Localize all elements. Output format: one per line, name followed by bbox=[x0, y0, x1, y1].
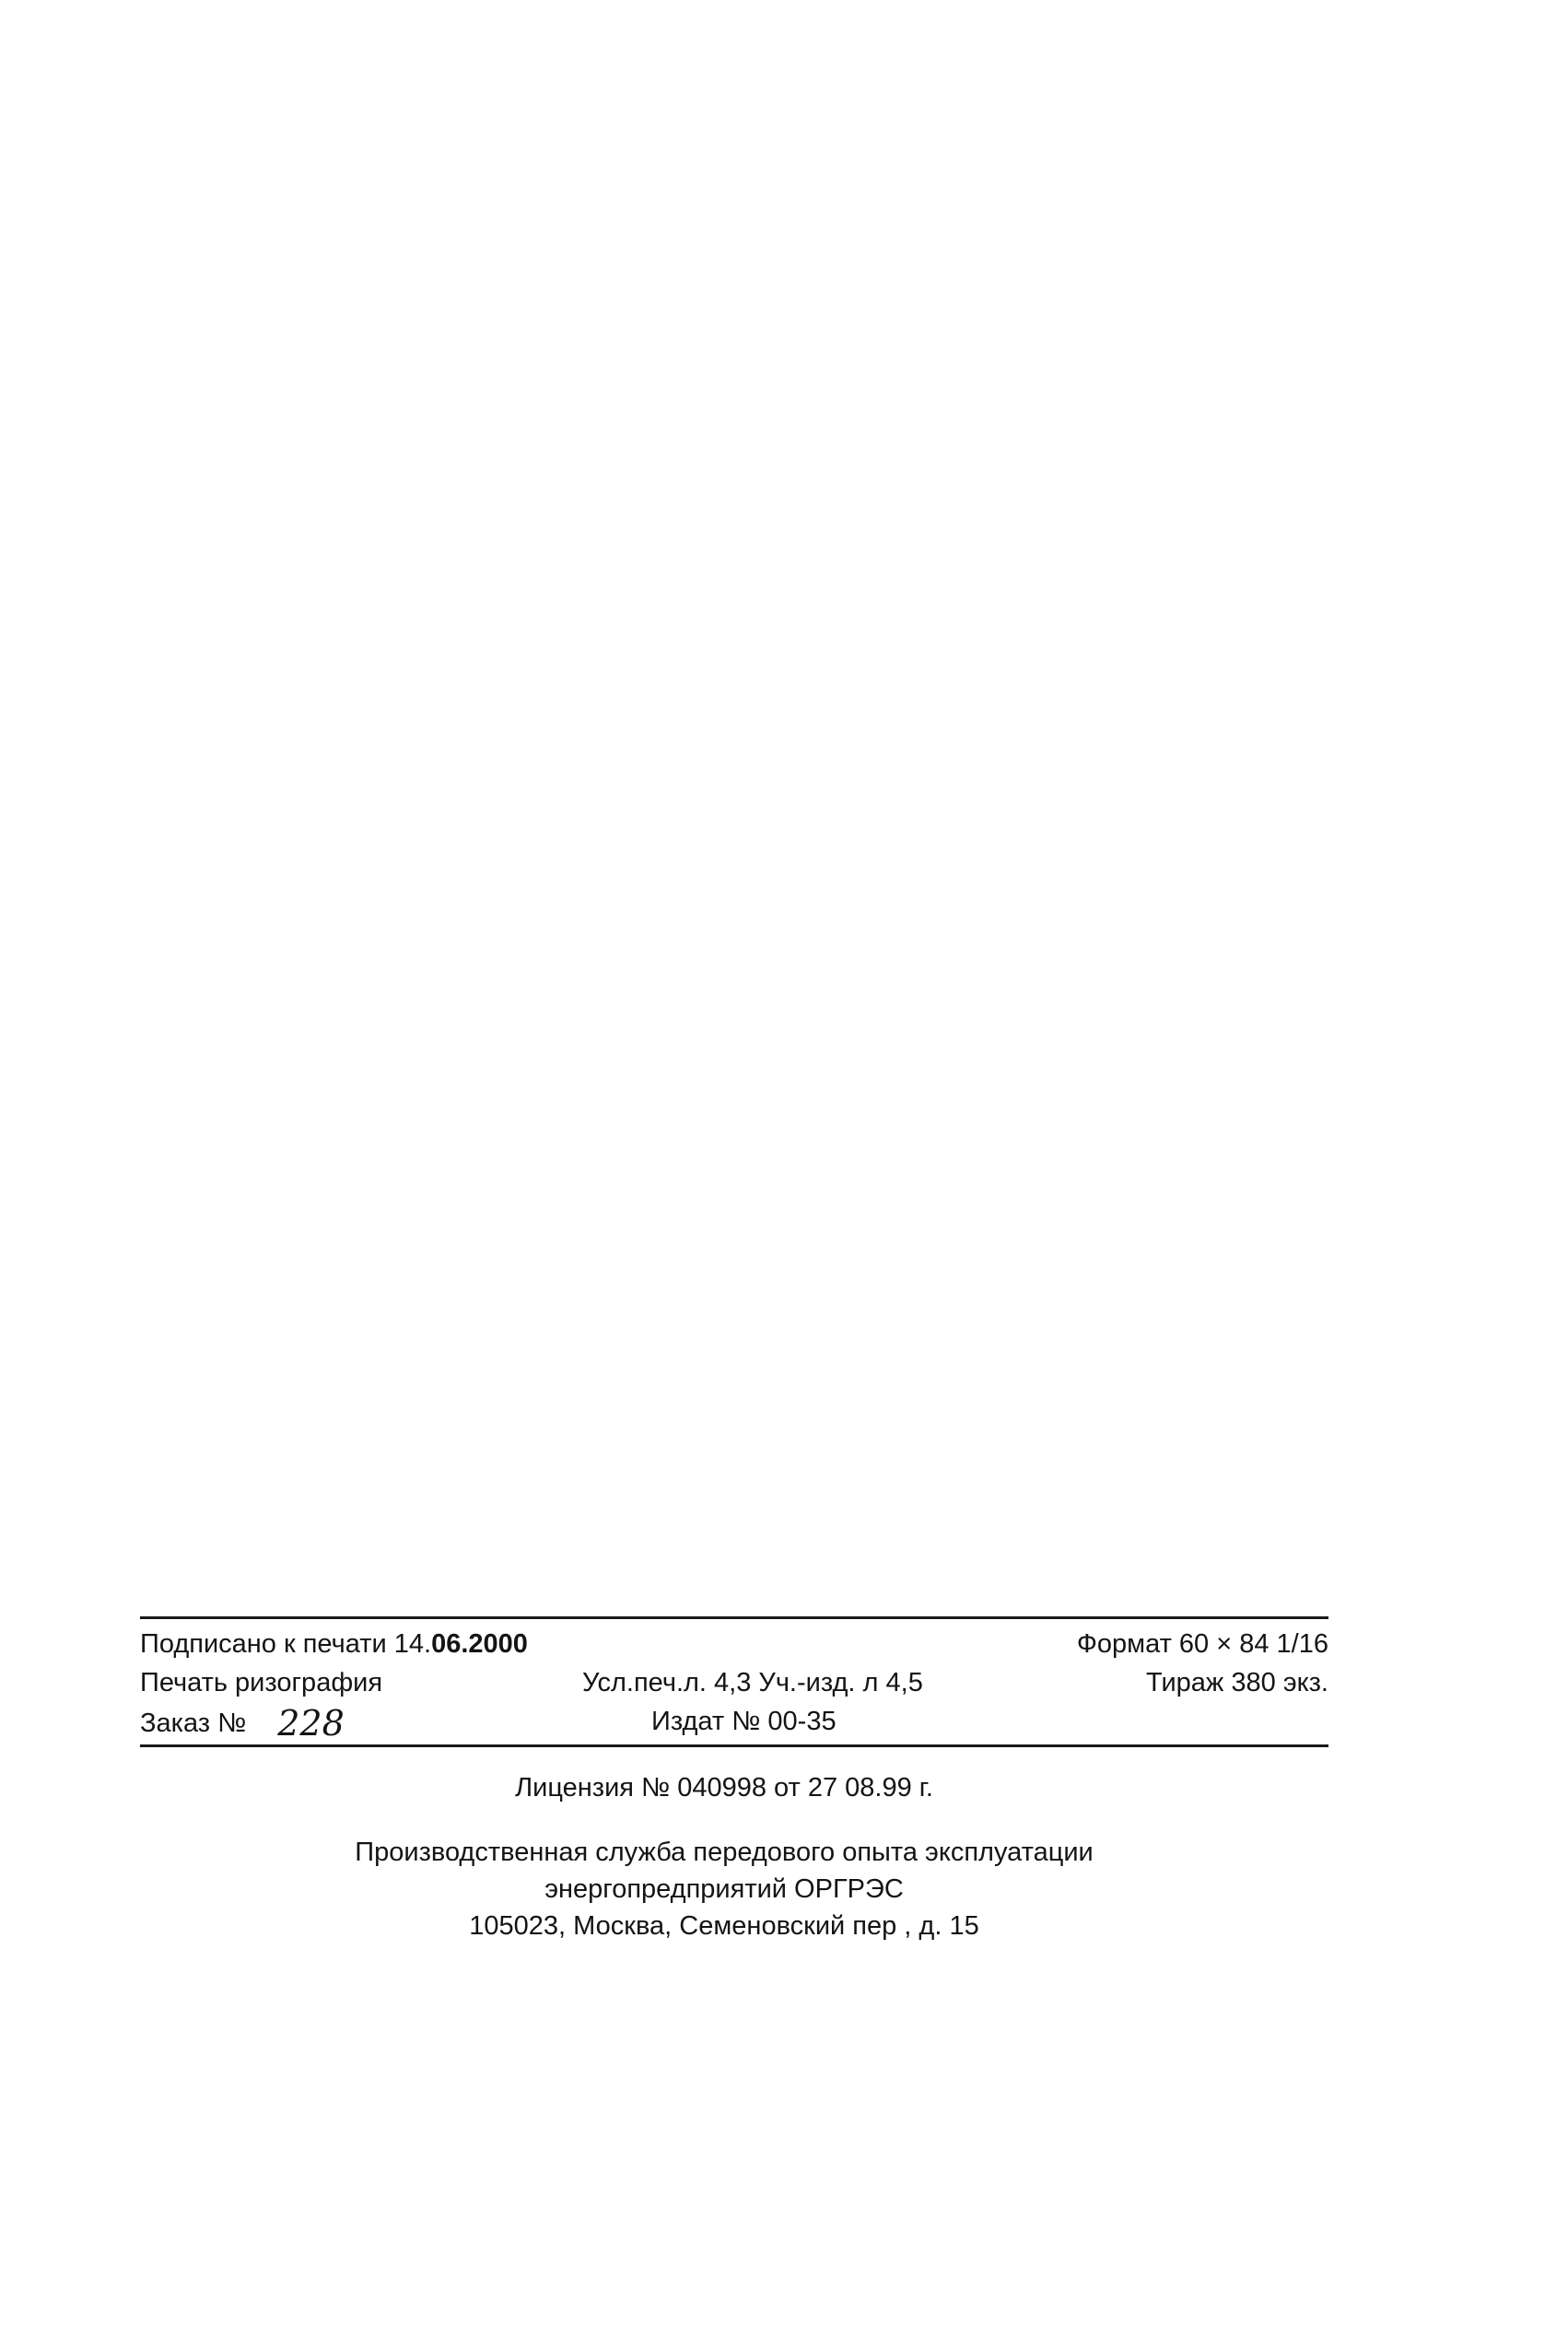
signed-for-print bbox=[140, 1625, 528, 1663]
order-number bbox=[140, 1702, 345, 1743]
print-method-text: Печать ризография bbox=[140, 1668, 383, 1697]
imprint-row-2 bbox=[140, 1663, 1328, 1702]
imprint-row-3 bbox=[140, 1702, 1328, 1744]
publisher-block bbox=[0, 1834, 1508, 1944]
publisher-line-1: Производственная служба передового опыта эксплуатации bbox=[355, 1838, 1094, 1867]
format-text: Формат 60 × 84 1/16 bbox=[1076, 1629, 1328, 1659]
order-number-handwritten: 228 bbox=[277, 1703, 345, 1744]
signed-label: Подписано к печати bbox=[140, 1629, 387, 1659]
sheets-text: Усл.печ.л. 4,3 Уч.-изд. л 4,5 bbox=[582, 1668, 923, 1697]
top-rule bbox=[140, 1616, 1328, 1619]
signed-date-day: 14. bbox=[393, 1629, 432, 1659]
imprint-block bbox=[140, 1616, 1328, 1747]
order-label: Заказ № bbox=[140, 1709, 247, 1738]
license-text: Лицензия № 040998 от 27 08.99 г. bbox=[515, 1773, 933, 1803]
signed-date-rest: 06.2000 bbox=[431, 1629, 528, 1659]
bottom-rule bbox=[140, 1744, 1328, 1747]
publication-number-text: Издат № 00-35 bbox=[651, 1707, 837, 1736]
imprint-row-1 bbox=[140, 1625, 1328, 1663]
publisher-address: 105023, Москва, Семеновский пер , д. 15 bbox=[469, 1911, 979, 1941]
circulation-text: Тираж 380 экз. bbox=[1146, 1668, 1328, 1697]
publisher-line-2: энергопредприятий ОРГРЭС bbox=[544, 1874, 904, 1904]
